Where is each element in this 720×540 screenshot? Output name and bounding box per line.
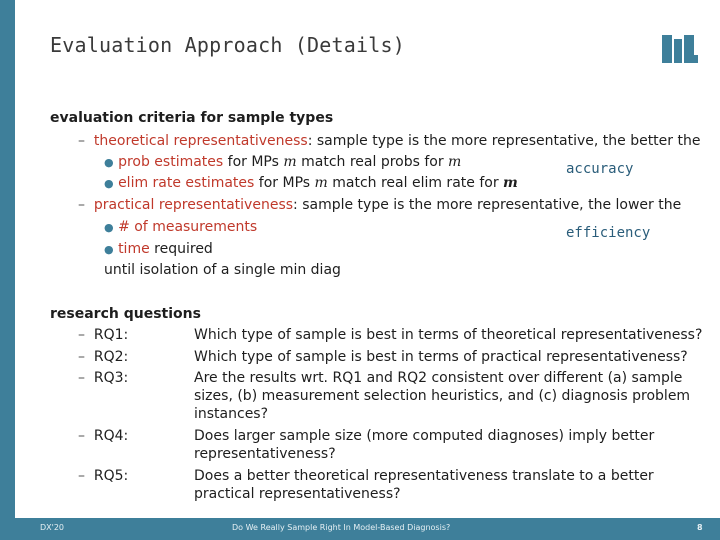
rq-text: Which type of sample is best in terms of theoretical representativeness? bbox=[194, 327, 703, 343]
bullet-prob-estimates: ● prob estimates for MPs m match real probs for m bbox=[104, 154, 462, 170]
research-questions-heading: research questions bbox=[50, 306, 201, 322]
rq-text: representativeness? bbox=[194, 446, 336, 462]
time-continuation: until isolation of a single min diag bbox=[104, 262, 341, 278]
criterion-practical: – practical representativeness: sample type is the more representative, the lower the bbox=[78, 197, 682, 213]
bullet-icon: ● bbox=[104, 177, 114, 190]
rq-text: sizes, (b) measurement selection heuristics, and (c) diagnosis problem bbox=[194, 388, 691, 404]
practical-label: practical representativeness bbox=[93, 197, 294, 213]
rq-text: instances? bbox=[194, 406, 269, 422]
left-accent-bar bbox=[0, 0, 15, 540]
bullet-icon: ● bbox=[104, 156, 114, 169]
theoretical-label: theoretical representativeness bbox=[93, 133, 308, 149]
rq-label: – RQ1: bbox=[78, 327, 129, 343]
university-logo bbox=[660, 33, 700, 65]
footer-venue: DX'20 bbox=[40, 523, 65, 532]
criterion-theoretical: – theoretical representativeness: sample type is the more representative, the better the bbox=[78, 133, 701, 149]
bullet-icon: ● bbox=[104, 243, 114, 256]
rq-text: Does larger sample size (more computed diagnoses) imply better bbox=[194, 428, 655, 444]
bullet-elim-rate: ● elim rate estimates for MPs m match real elim rate for m bbox=[104, 175, 518, 191]
rq-text: Which type of sample is best in terms of practical representativeness? bbox=[194, 349, 688, 365]
criteria-heading: evaluation criteria for sample types bbox=[50, 110, 334, 126]
footer-paper-title: Do We Really Sample Right In Model-Based Diagnosis? bbox=[232, 523, 451, 532]
page-number: 8 bbox=[697, 523, 703, 532]
bullet-time: ● time required bbox=[104, 241, 213, 257]
bullet-icon: ● bbox=[104, 221, 114, 234]
rq-text: Does a better theoretical representativeness translate to a better bbox=[194, 468, 654, 484]
accuracy-note: accuracy bbox=[566, 161, 634, 177]
rq-text: Are the results wrt. RQ1 and RQ2 consistent over different (a) sample bbox=[194, 370, 683, 386]
rq-label: – RQ3: bbox=[78, 370, 129, 386]
efficiency-note: efficiency bbox=[566, 225, 651, 241]
rq-text: practical representativeness? bbox=[194, 486, 401, 502]
rq-label: – RQ2: bbox=[78, 349, 129, 365]
slide-title: Evaluation Approach (Details) bbox=[50, 33, 405, 57]
bullet-measurements: ● # of measurements bbox=[104, 219, 258, 235]
rq-label: – RQ5: bbox=[78, 468, 129, 484]
rq-label: – RQ4: bbox=[78, 428, 129, 444]
